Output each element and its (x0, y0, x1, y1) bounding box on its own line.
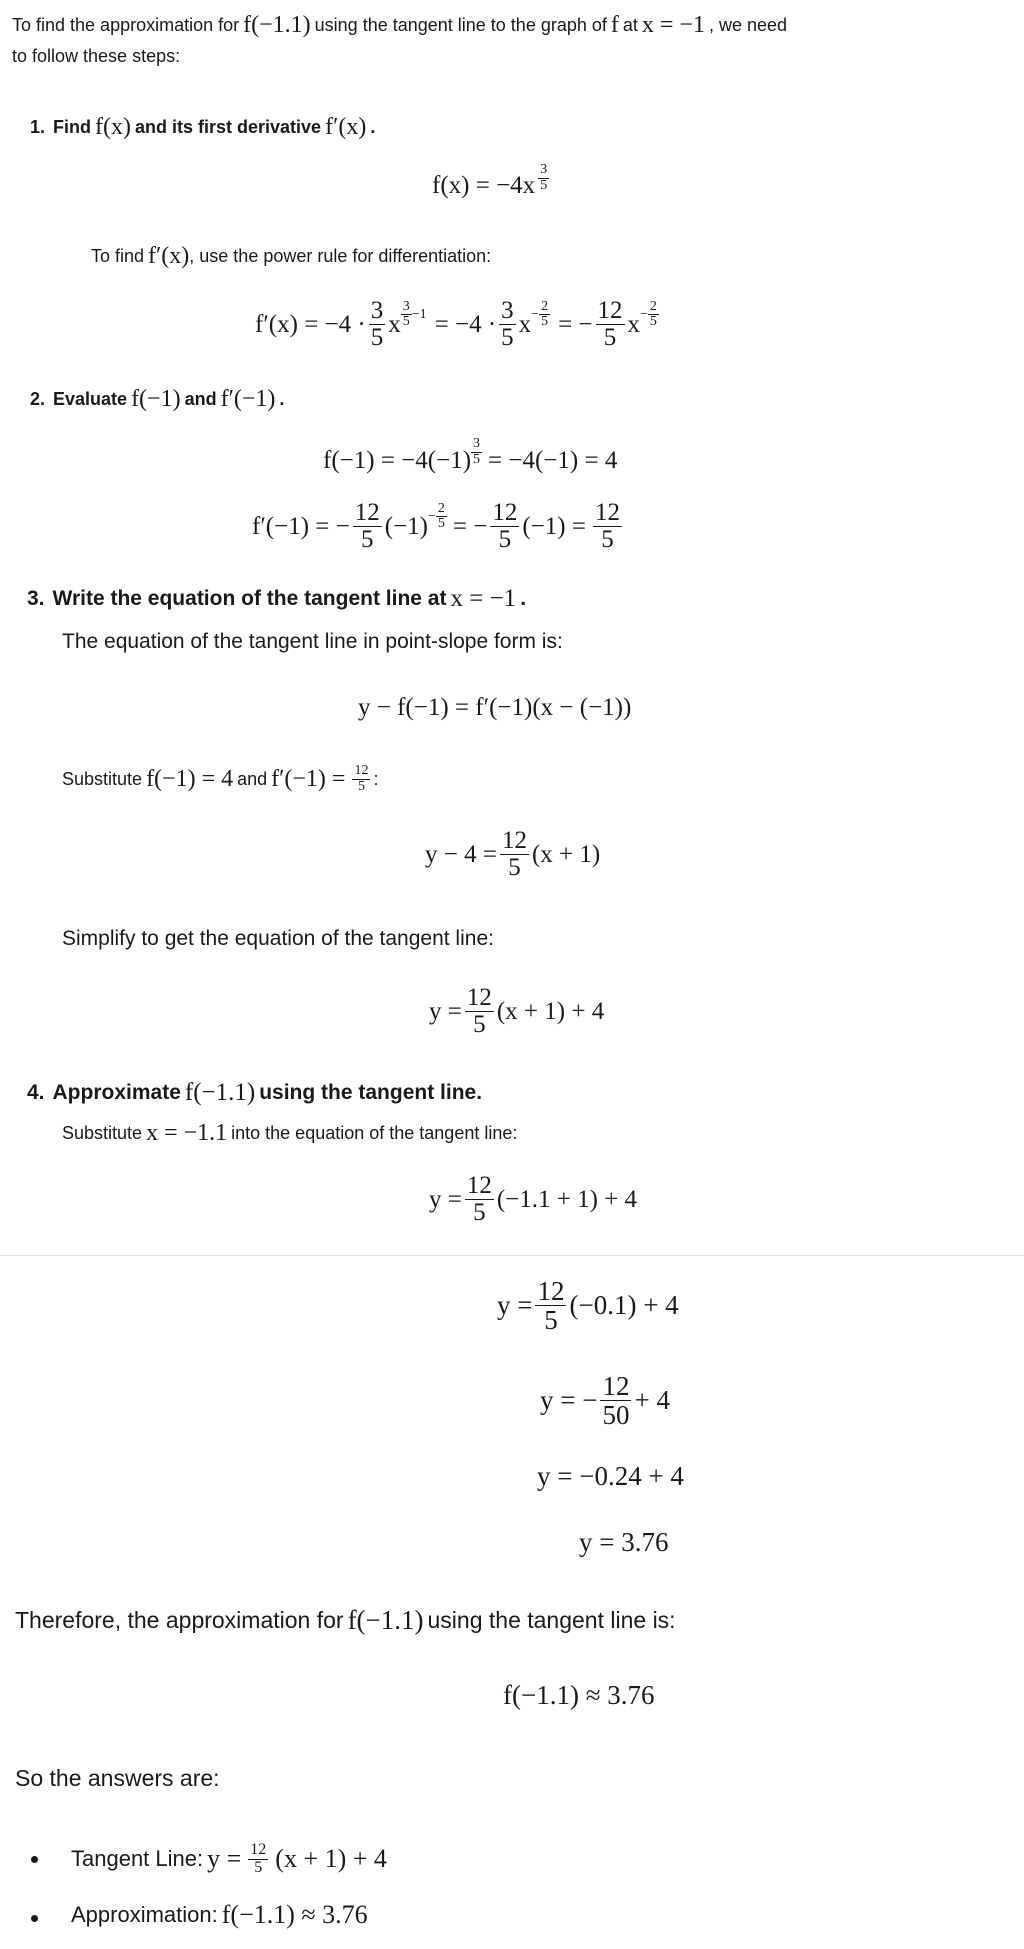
text: = − (452, 512, 488, 540)
text: (−1.1 + 1) + 4 (496, 1185, 638, 1213)
heading-text: Find (53, 117, 92, 137)
text: 5 (649, 314, 657, 330)
text: 5 (361, 526, 374, 554)
equation-approx-3 (540, 1372, 670, 1430)
text: 5 (540, 177, 548, 193)
text: into the equation of the tangent line: (231, 1123, 518, 1143)
text: 5 (473, 1199, 486, 1227)
equation-approx-4 (537, 1461, 684, 1492)
text: 2 (649, 298, 657, 314)
heading-text: and its first derivative (135, 117, 322, 137)
text: 12 (501, 827, 527, 854)
equation-approx-5 (579, 1527, 668, 1558)
text: 12 (597, 297, 623, 324)
therefore-line (15, 1605, 676, 1636)
text: + 4 (634, 1385, 670, 1416)
intro-text: , we need (708, 15, 788, 35)
text: 5 (402, 314, 410, 330)
text: f′(x) = −4 · (255, 310, 366, 338)
final-equation (503, 1680, 655, 1711)
math: f(−1.1) (347, 1605, 424, 1635)
text: 5 (357, 778, 365, 794)
math: f(−1) (131, 386, 181, 412)
math: f(−1.1) (184, 1079, 256, 1106)
text: 5 (437, 516, 445, 532)
text: So the answers are: (15, 1765, 220, 1791)
exponent-fraction (648, 300, 659, 330)
text: (x + 1) + 4 (496, 997, 605, 1025)
fraction (499, 298, 516, 352)
text: 5 (370, 324, 384, 352)
heading-text: . (279, 389, 285, 409)
equation-point-slope (358, 694, 631, 722)
math: x = −1 (450, 585, 517, 612)
math: f (610, 12, 619, 38)
text: 50 (602, 1400, 630, 1431)
exponent-fraction (538, 163, 549, 193)
text: = − (558, 310, 593, 338)
answers-heading (15, 1765, 220, 1792)
fraction (465, 985, 494, 1039)
to-find-line (91, 243, 491, 270)
equation-f (432, 161, 552, 200)
heading-text: and (184, 389, 217, 409)
text: f′(−1) = − (252, 512, 350, 540)
text: − (531, 306, 540, 322)
math: f(−1.1) (243, 12, 311, 38)
math: f(x) = −4x (432, 172, 536, 199)
text: Substitute (62, 1123, 143, 1143)
math: f(x) (95, 114, 131, 140)
heading-text: . (520, 587, 527, 610)
text: (−0.1) + 4 (569, 1290, 679, 1321)
text: f(−1) = −4(−1) (323, 447, 472, 474)
math: f(−1) = 4 (146, 765, 234, 792)
fraction (500, 828, 529, 882)
fraction (490, 500, 519, 554)
fraction (596, 298, 625, 352)
point-slope-text (62, 630, 563, 654)
simplify-text (62, 927, 494, 951)
text: − (640, 306, 648, 322)
text: y = − (540, 1385, 598, 1416)
text: 5 (508, 854, 521, 882)
step-number: 2. (30, 389, 46, 409)
bullet-icon (31, 1915, 38, 1922)
fraction (369, 298, 386, 352)
text: 3 (402, 298, 410, 314)
text: Substitute (62, 768, 143, 789)
equation-fprime-at-minus-1 (252, 500, 625, 554)
text: x (518, 310, 532, 338)
text: Tangent Line: (71, 1846, 204, 1872)
math: f′(x) (148, 243, 190, 269)
text: and (237, 768, 268, 789)
text: 12 (250, 1841, 267, 1858)
heading-text: Approximate (52, 1081, 181, 1104)
answer-approximation (71, 1900, 372, 1930)
math: x = −1.1 (146, 1120, 228, 1146)
text: , use the power rule for differentiation: (189, 246, 492, 266)
text: = −4 · (434, 310, 497, 338)
math: f′(x) (325, 114, 367, 140)
math: y = (207, 1844, 242, 1874)
bullet-icon (31, 1856, 38, 1863)
text: y = (429, 997, 462, 1025)
fraction (248, 1842, 268, 1877)
text: 12 (537, 1276, 565, 1306)
text: Approximation: (71, 1902, 218, 1927)
math: (x + 1) + 4 (275, 1844, 387, 1874)
text: 3 (473, 435, 481, 451)
intro-line-2 (12, 46, 180, 67)
fraction (353, 500, 382, 554)
math: f(−1.1) ≈ 3.76 (221, 1900, 368, 1929)
exponent-fraction (471, 437, 482, 467)
math: f′(−1) = (271, 765, 346, 792)
text: : (373, 768, 379, 789)
equation-approx-2 (497, 1277, 679, 1335)
exponent-fraction (539, 300, 550, 330)
equation-substituted (425, 828, 600, 882)
text: 12 (354, 763, 369, 778)
text: y = (429, 1185, 462, 1213)
text: Simplify to get the equation of the tangent line: (62, 927, 494, 950)
text: 12 (466, 984, 492, 1011)
text: 12 (602, 1371, 630, 1401)
exponent-fraction (436, 502, 447, 532)
fraction (600, 1372, 631, 1430)
text: using the tangent line is: (427, 1607, 676, 1633)
fraction (535, 1277, 566, 1335)
text: 5 (501, 324, 514, 352)
step-3-heading (27, 585, 526, 613)
text: 5 (541, 314, 549, 330)
text: 3 (501, 297, 514, 324)
step-4-heading (27, 1079, 482, 1107)
text: The equation of the tangent line in point-slope form is: (62, 630, 563, 653)
substitute-line (62, 764, 378, 794)
text: 5 (601, 526, 614, 554)
step-number: 3. (27, 587, 45, 610)
fraction (352, 764, 370, 794)
text: 5 (254, 1858, 263, 1876)
fraction (593, 500, 622, 554)
text: 5 (473, 451, 481, 467)
text: 5 (603, 324, 617, 352)
text: 12 (492, 499, 518, 526)
step-1-heading (30, 114, 375, 141)
text: 3 (540, 161, 548, 177)
text: 12 (466, 1172, 492, 1199)
equation-derivative (255, 298, 659, 352)
answer-tangent-line (71, 1842, 391, 1877)
math: f′(−1) (220, 386, 276, 412)
divider (0, 1255, 1024, 1256)
text: f(−1.1) ≈ 3.76 (503, 1680, 655, 1710)
text: y = −0.24 + 4 (537, 1461, 684, 1491)
text: To find (91, 246, 145, 266)
text: y − 4 = (425, 840, 497, 868)
text: Therefore, the approximation for (15, 1607, 344, 1633)
text: 5 (473, 1011, 486, 1039)
equation-approx-1 (429, 1173, 637, 1227)
intro-text: using the tangent line to the graph of (314, 15, 607, 35)
step-2-heading (30, 386, 284, 413)
intro-text: at (622, 15, 638, 35)
math: x = −1 (641, 12, 705, 38)
text: y = (497, 1290, 533, 1321)
intro-text: to follow these steps: (12, 46, 181, 66)
exponent-fraction (401, 300, 412, 330)
equation-tangent-line (429, 985, 604, 1039)
text: 12 (594, 499, 620, 526)
text: (x + 1) (531, 840, 601, 868)
text: −1 (411, 306, 427, 322)
text: 5 (544, 1305, 558, 1336)
text: − (428, 508, 436, 524)
text: y = 3.76 (579, 1527, 669, 1557)
text: 5 (498, 526, 512, 554)
text: 2 (437, 500, 445, 516)
text: x (627, 310, 641, 338)
intro-line-1 (12, 12, 787, 39)
text: (−1) = (522, 512, 586, 540)
fraction (465, 1173, 494, 1227)
text: y − f(−1) = f′(−1)(x − (−1)) (358, 694, 632, 721)
text: 3 (370, 297, 384, 324)
step-number: 4. (27, 1081, 45, 1104)
heading-text: . (370, 117, 376, 137)
text: 12 (354, 499, 380, 526)
substitute-x-line (62, 1120, 517, 1147)
step-number: 1. (30, 117, 46, 137)
text: = −4(−1) = 4 (488, 447, 618, 474)
equation-f-at-minus-1 (323, 435, 618, 475)
heading-text: Write the equation of the tangent line at (52, 587, 447, 610)
text: x (388, 310, 401, 338)
intro-text: To find the approximation for (12, 15, 240, 35)
text: 2 (541, 298, 549, 314)
heading-text: Evaluate (53, 389, 128, 409)
heading-text: using the tangent line. (259, 1081, 483, 1104)
text: (−1) (384, 512, 428, 540)
